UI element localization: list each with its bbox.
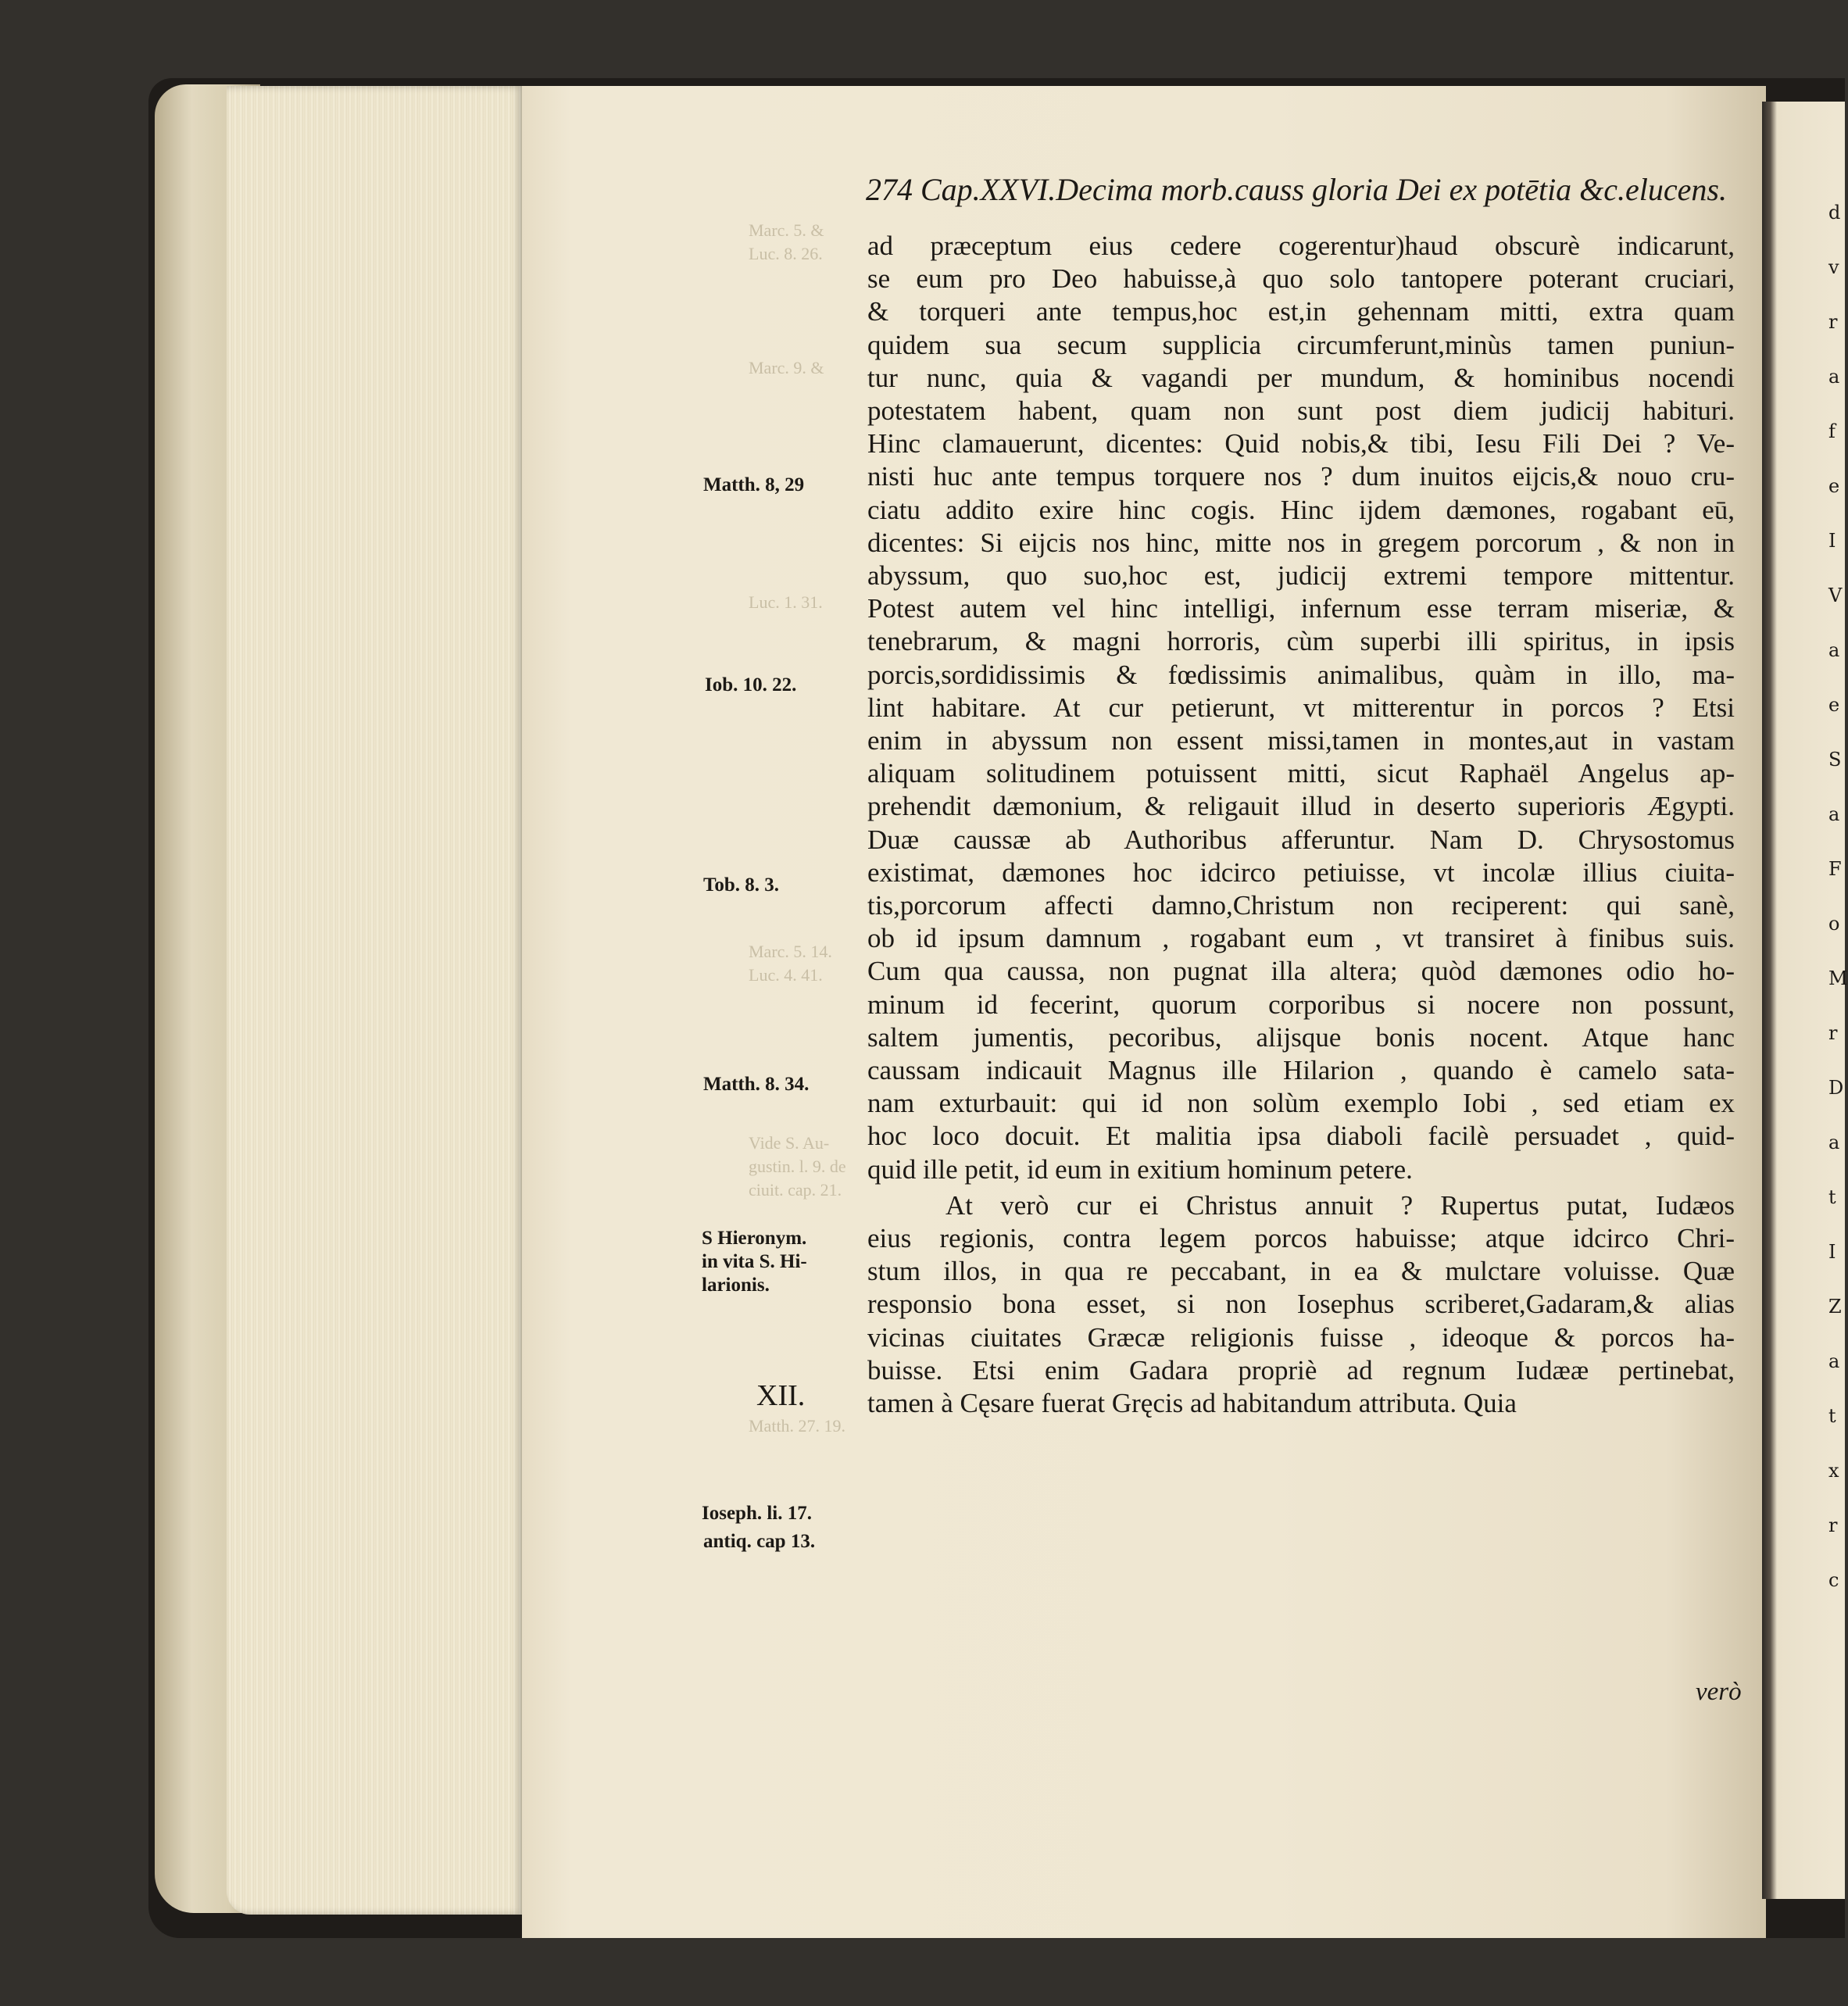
text-line: buisse. Etsi enim Gadara propriè ad regnum Iudææ pertinebat, xyxy=(867,1354,1735,1386)
text-line: enim in abyssum non essent missi,tamen in montes,aut in vastam xyxy=(867,725,1735,756)
facing-page-letter: S xyxy=(1828,749,1842,771)
bleed-through-note: gustin. l. 9. de xyxy=(749,1157,846,1176)
facing-page-letter: F xyxy=(1828,858,1842,880)
margin-note: antiq. cap 13. xyxy=(703,1531,816,1552)
text-line: tis,porcorum affecti damno,Christum non reciperent: qui sanè, xyxy=(867,890,1735,921)
margin-note: Tob. 8. 3. xyxy=(703,874,780,896)
facing-page-letter: v xyxy=(1828,256,1839,278)
facing-page-letter: e xyxy=(1828,694,1840,716)
text-line: se eum pro Deo habuisse,à quo solo tantopere poterant cruciari, xyxy=(867,263,1735,295)
bleed-through-note: Luc. 8. 26. xyxy=(749,244,823,263)
text-line: responsio bona esset, si non Iosephus scriberet,Gadaram,& alias xyxy=(867,1289,1735,1320)
facing-page-letter: o xyxy=(1828,913,1840,935)
text-line: quidem sua secum supplicia circumferunt,minùs tamen puniun- xyxy=(867,329,1735,360)
text-line: stum illos, in qua re peccabant, in ea & mulctare voluisse. Quæ xyxy=(867,1256,1735,1287)
text-line: abyssum, quo suo,hoc est, judicij extremi tempore mittentur. xyxy=(867,560,1735,591)
text-line: vicinas ciuitates Græcæ religionis fuisse , ideoque & porcos ha- xyxy=(867,1321,1735,1353)
facing-page-letter: r xyxy=(1828,1022,1838,1044)
text-line: existimat, dæmones hoc idcirco petiuisse, vt incolæ illius ciuita- xyxy=(867,856,1735,888)
text-line: caussam indicauit Magnus ille Hilarion , quando è camelo sata- xyxy=(867,1055,1735,1085)
text-line: ob id ipsum damnum , rogabant eum , vt transiret à finibus suis. xyxy=(867,923,1735,954)
bleed-through-note: ciuit. cap. 21. xyxy=(749,1180,842,1200)
text-line: prehendit dæmonium, & religauit illud in deserto superioris Ægypti. xyxy=(867,791,1735,822)
facing-page-letter: M xyxy=(1828,967,1848,989)
margin-note: S Hieronym. xyxy=(702,1228,807,1249)
running-header: 274 Cap.XXVI.Decima morb.causs gloria Dei ex potētia &c.elucens. xyxy=(866,172,1727,207)
catchword: verò xyxy=(1696,1678,1742,1706)
text-line: Cum qua caussa, non pugnat illa altera; quòd dæmones odio ho- xyxy=(867,956,1735,987)
text-line: minum id fecerint, quorum corporibus si nocere non possunt, xyxy=(867,989,1735,1020)
text-line: nisti huc ante tempus torquere nos ? dum inuitos eijcis,& nouo cru- xyxy=(867,461,1735,492)
facing-page-letter: r xyxy=(1828,311,1838,333)
facing-page-letter: V xyxy=(1828,585,1843,606)
margin-note: Ioseph. li. 17. xyxy=(702,1503,813,1524)
facing-page-letter: d xyxy=(1828,202,1841,223)
text-line: dicentes: Si eijcis nos hinc, mitte nos in gregem porcorum , & non in xyxy=(867,527,1735,558)
text-line: aliquam solitudinem potuissent mitti, sicut Raphaël Angelus ap- xyxy=(867,758,1735,789)
text-line: lint habitare. At cur petierunt, vt mitterentur in porcos ? Etsi xyxy=(867,692,1735,723)
facing-page-letter: t xyxy=(1828,1405,1836,1427)
facing-page-letter: r xyxy=(1828,1514,1838,1536)
facing-page-letter: f xyxy=(1828,420,1835,442)
facing-page-letter: a xyxy=(1828,1350,1840,1372)
facing-page-letter: Z xyxy=(1828,1296,1842,1318)
bleed-through-note: Vide S. Au- xyxy=(749,1133,830,1153)
margin-note: Matth. 8. 34. xyxy=(703,1074,810,1095)
text-line: hoc loco docuit. Et malitia ipsa diaboli facilè persuadet , quid- xyxy=(867,1121,1735,1152)
facing-page-letter: D xyxy=(1828,1077,1844,1099)
facing-page-letter: a xyxy=(1828,803,1840,825)
facing-page-letter: I xyxy=(1828,530,1836,552)
text-line: saltem jumentis, pecoribus, alijsque bonis nocent. Atque hanc xyxy=(867,1021,1735,1053)
facing-page-letter: t xyxy=(1828,1186,1836,1208)
margin-note: Iob. 10. 22. xyxy=(705,674,797,695)
margin-note: larionis. xyxy=(702,1275,770,1296)
bleed-through-note: Matth. 27. 19. xyxy=(749,1416,846,1436)
text-line: Potest autem vel hinc intelligi, infernum esse terram miseriæ, & xyxy=(867,593,1735,624)
facing-page-letter: a xyxy=(1828,639,1840,661)
facing-page-letter: e xyxy=(1828,475,1840,497)
text-line: tur nunc, quia & vagandi per mundum, & hominibus nocendi xyxy=(867,362,1735,393)
bleed-through-note: Marc. 5. & xyxy=(749,220,824,240)
facing-page-letter: a xyxy=(1828,366,1840,388)
text-line: Hinc clamauerunt, dicentes: Quid nobis,& tibi, Iesu Fili Dei ? Ve- xyxy=(867,428,1735,459)
text-line: & torqueri ante tempus,hoc est,in gehennam mitti, extra quam xyxy=(867,296,1735,327)
text-line: ad præceptum eius cedere cogerentur)haud obscurè indicarunt, xyxy=(867,231,1735,261)
facing-page-letter: a xyxy=(1828,1132,1840,1153)
margin-note: in vita S. Hi- xyxy=(702,1251,807,1272)
text-line: Duæ caussæ ab Authoribus afferuntur. Nam D. Chrysostomus xyxy=(867,824,1735,855)
text-line: tamen à Cęsare fuerat Gręcis ad habitandum attributa. Quia xyxy=(867,1388,1517,1418)
text-line: nam exturbauit: qui id non solùm exemplo Iobi , sed etiam ex xyxy=(867,1088,1735,1119)
bleed-through-note: Marc. 9. & xyxy=(749,358,824,377)
text-line: tenebrarum, & magni horroris, cùm superbi illi spiritus, in ipsis xyxy=(867,626,1735,657)
text-line: quid ille petit, id eum in exitium hominum petere. xyxy=(867,1153,1413,1185)
facing-page-letter: x xyxy=(1828,1460,1839,1482)
text-line: ciatu addito exire hinc cogis. Hinc ijdem dæmones, rogabant eū, xyxy=(867,494,1735,525)
text-line: porcis,sordidissimis & fœdissimis animalibus, quàm in illo, ma- xyxy=(867,659,1735,690)
facing-page-letter: c xyxy=(1828,1569,1839,1591)
text-line: potestatem habent, quam non sunt post diem judicij habituri. xyxy=(867,395,1735,426)
margin-note: Matth. 8, 29 xyxy=(703,474,805,495)
bleed-through-note: Luc. 4. 41. xyxy=(749,965,823,985)
text-line: At verò cur ei Christus annuit ? Rupertus putat, Iudæos xyxy=(945,1189,1735,1221)
bleed-through-note: Luc. 1. 31. xyxy=(749,592,823,612)
facing-page-letter: I xyxy=(1828,1241,1836,1263)
text-line: eius regionis, contra legem porcos habuisse; atque idcirco Chri- xyxy=(867,1223,1735,1253)
bleed-through-note: Marc. 5. 14. xyxy=(749,942,832,961)
section-number: XII. xyxy=(756,1379,806,1412)
